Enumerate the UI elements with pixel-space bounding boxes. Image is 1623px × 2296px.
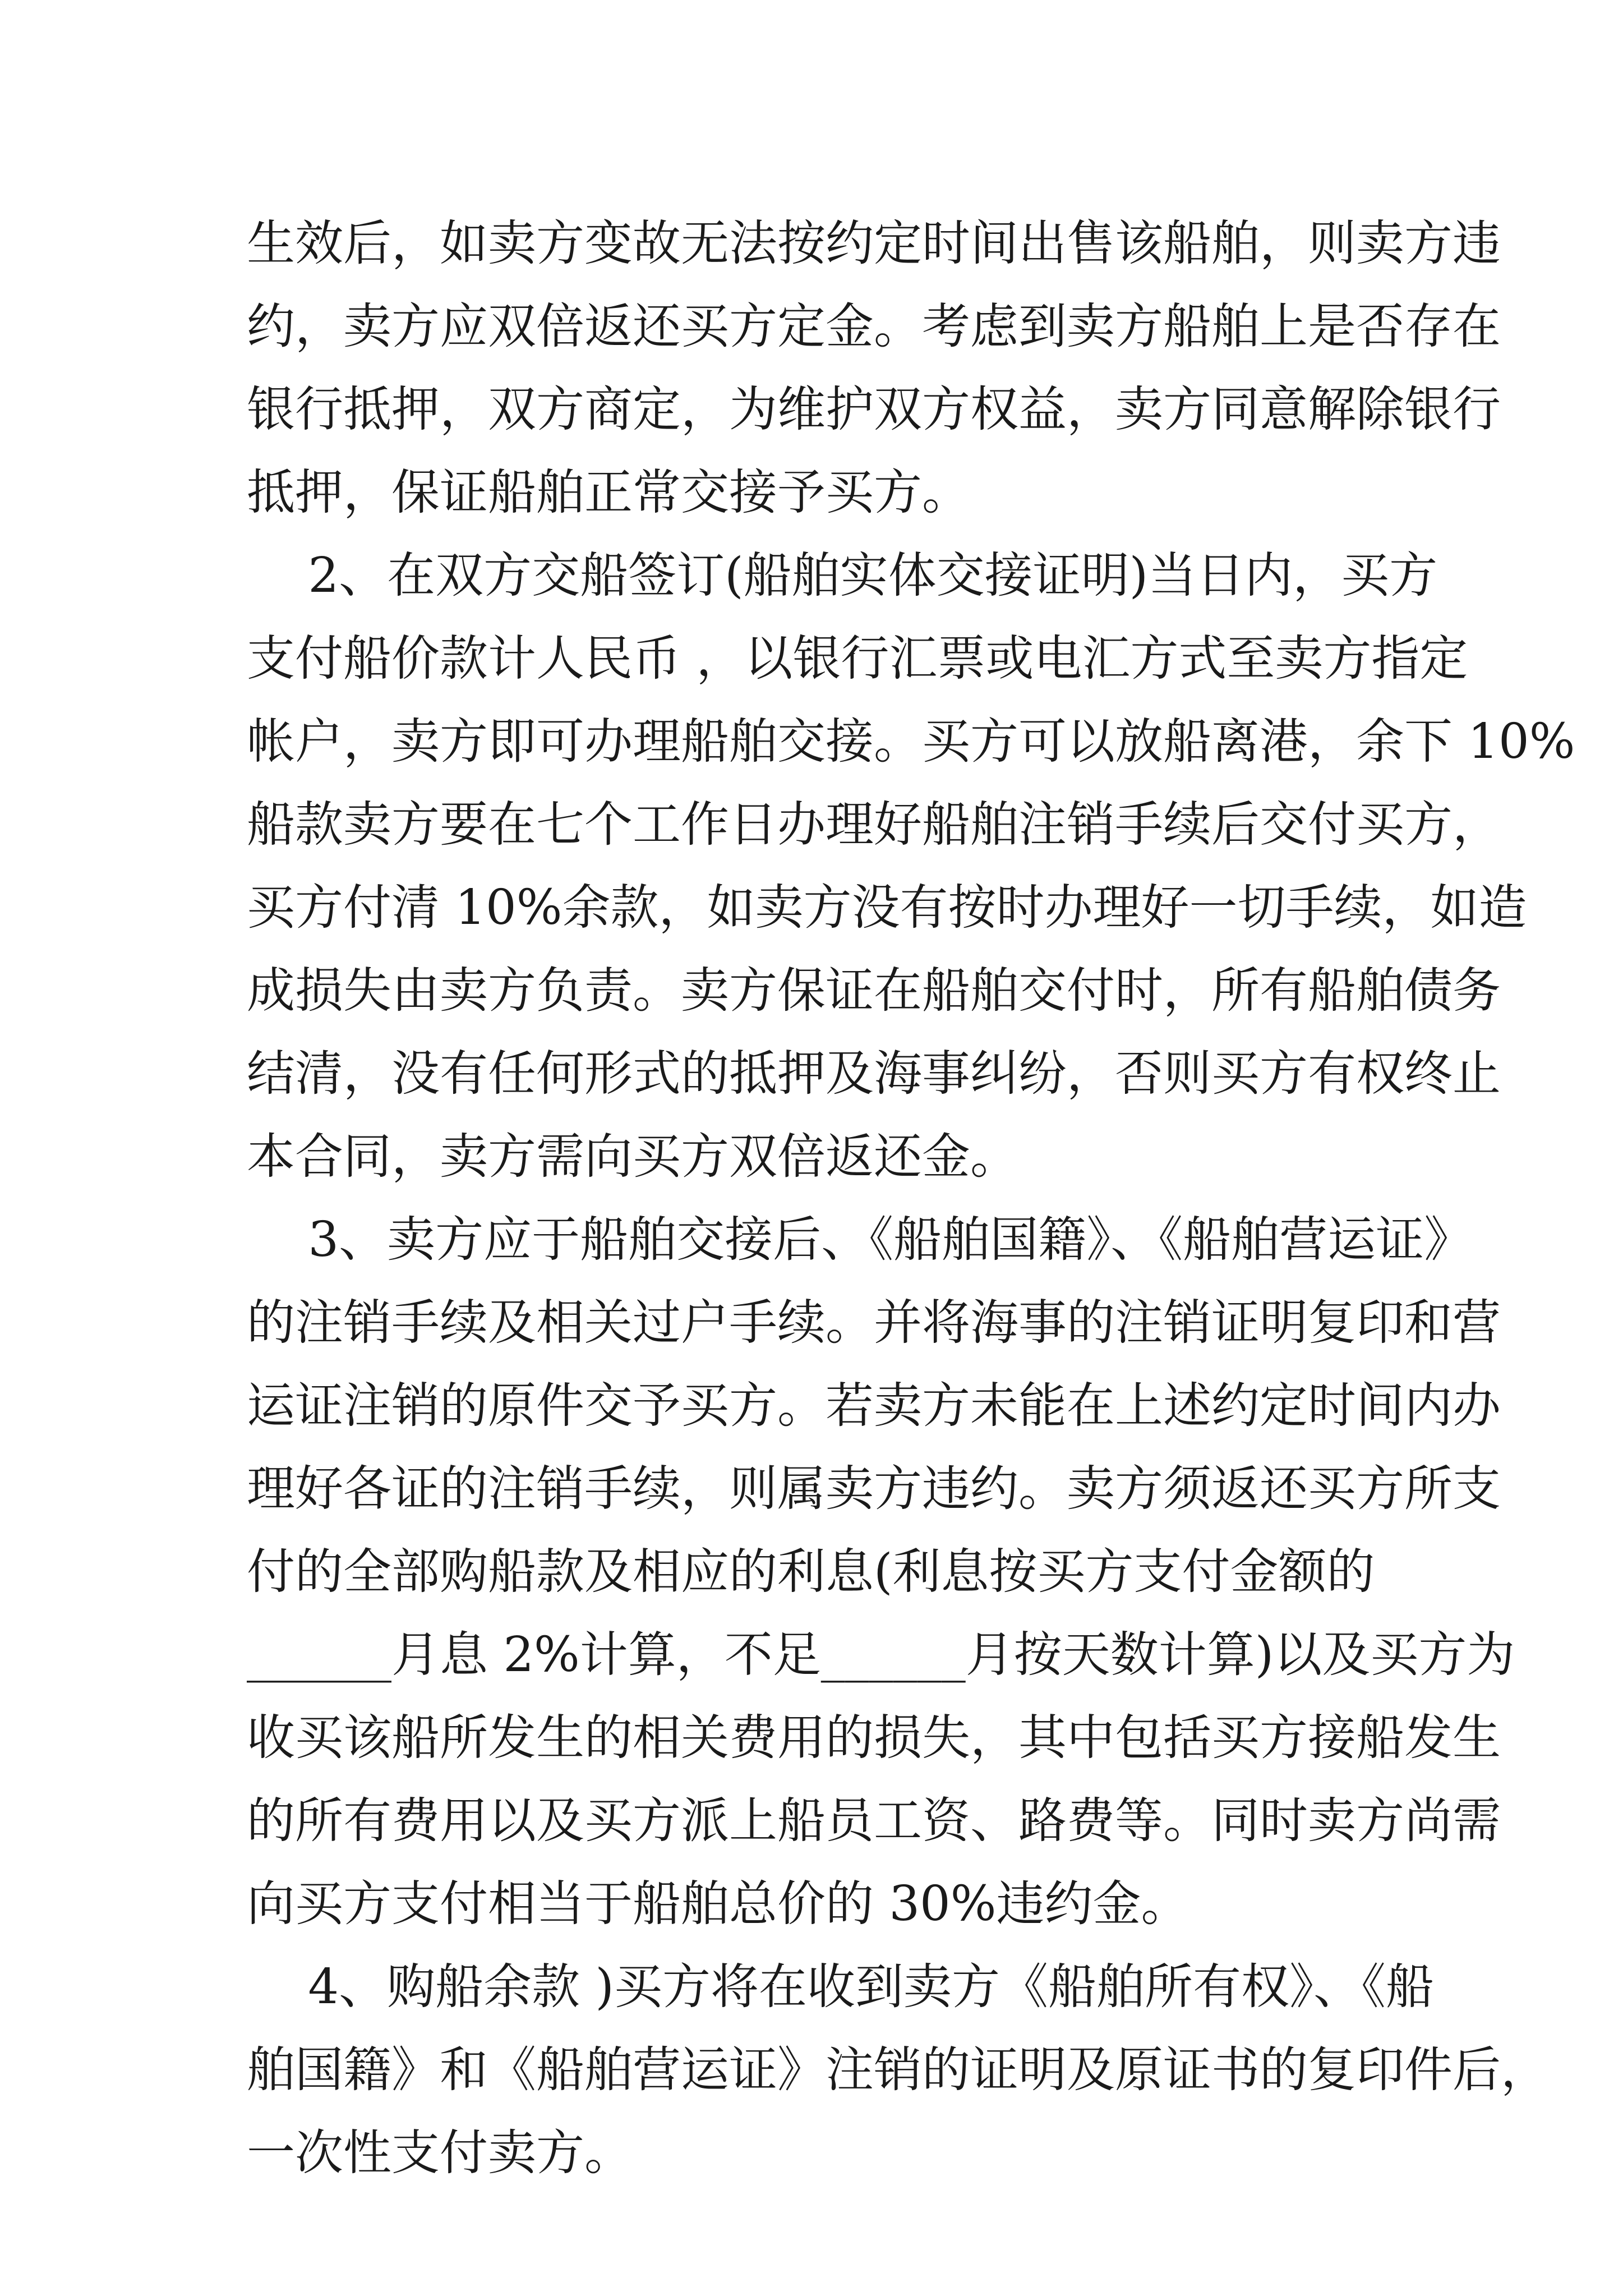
text-line: 约，卖方应双倍返还买方定金。考虑到卖方船舶上是否存在 bbox=[247, 298, 1501, 355]
text-line: 帐户，卖方即可办理船舶交接。买方可以放船离港，余下 10% bbox=[247, 714, 1575, 770]
text-line: 银行抵押，双方商定，为维护双方权益，卖方同意解除银行 bbox=[247, 381, 1501, 438]
text-line: 支付船价款计人民币 ，以银行汇票或电汇方式至卖方指定 bbox=[247, 631, 1468, 687]
text-line: 成损失由卖方负责。卖方保证在船舶交付时，所有船舶债务 bbox=[247, 963, 1501, 1019]
paragraph-1 bbox=[247, 202, 1501, 534]
text-line: 向买方支付相当于船舶总价的 30%违约金。 bbox=[247, 1876, 1189, 1932]
text-line: 运证注销的原件交予买方。若卖方未能在上述约定时间内办 bbox=[247, 1378, 1501, 1434]
text-line: 2、在双方交船签订(船舶实体交接证明)当日内，买方 bbox=[247, 547, 1438, 604]
paragraph-2 bbox=[247, 534, 1575, 1198]
text-line: 3、卖方应于船舶交接后、《船舶国籍》、《船舶营运证》 bbox=[247, 1212, 1473, 1268]
text-line: 舶国籍》和《船舶营运证》注销的证明及原证书的复印件后， bbox=[247, 2042, 1549, 2098]
text-line: 结清，没有任何形式的抵押及海事纠纷，否则买方有权终止 bbox=[247, 1046, 1501, 1102]
text-line: 付的全部购船款及相应的利息(利息按买方支付金额的 bbox=[247, 1544, 1375, 1600]
text-line: 理好各证的注销手续，则属卖方违约。卖方须返还买方所支 bbox=[247, 1461, 1501, 1517]
text-line: 船款卖方要在七个工作日办理好船舶注销手续后交付买方， bbox=[247, 797, 1501, 853]
text-line: 一次性支付卖方。 bbox=[247, 2125, 633, 2181]
text-line: 4、购船余款 )买方将在收到卖方《船舶所有权》、《船 bbox=[247, 1959, 1434, 2015]
text-line: 买方付清 10%余款，如卖方没有按时办理好一切手续，如造 bbox=[247, 880, 1527, 936]
text-line: 的所有费用以及买方派上船员工资、路费等。同时卖方尚需 bbox=[247, 1793, 1501, 1849]
text-line: ______月息 2%计算，不足______月按天数计算)以及买方为 bbox=[247, 1627, 1515, 1683]
contract-body bbox=[247, 202, 1575, 2194]
paragraph-3 bbox=[247, 1198, 1515, 1945]
text-line: 本合同，卖方需向买方双倍返还金。 bbox=[247, 1129, 1018, 1185]
text-line: 生效后，如卖方变故无法按约定时间出售该船舶，则卖方违 bbox=[247, 215, 1501, 272]
text-line: 抵押，保证船舶正常交接予买方。 bbox=[247, 464, 970, 521]
text-line: 的注销手续及相关过户手续。并将海事的注销证明复印和营 bbox=[247, 1295, 1501, 1351]
text-line: 收买该船所发生的相关费用的损失，其中包括买方接船发生 bbox=[247, 1710, 1501, 1766]
paragraph-4 bbox=[247, 1945, 1549, 2194]
